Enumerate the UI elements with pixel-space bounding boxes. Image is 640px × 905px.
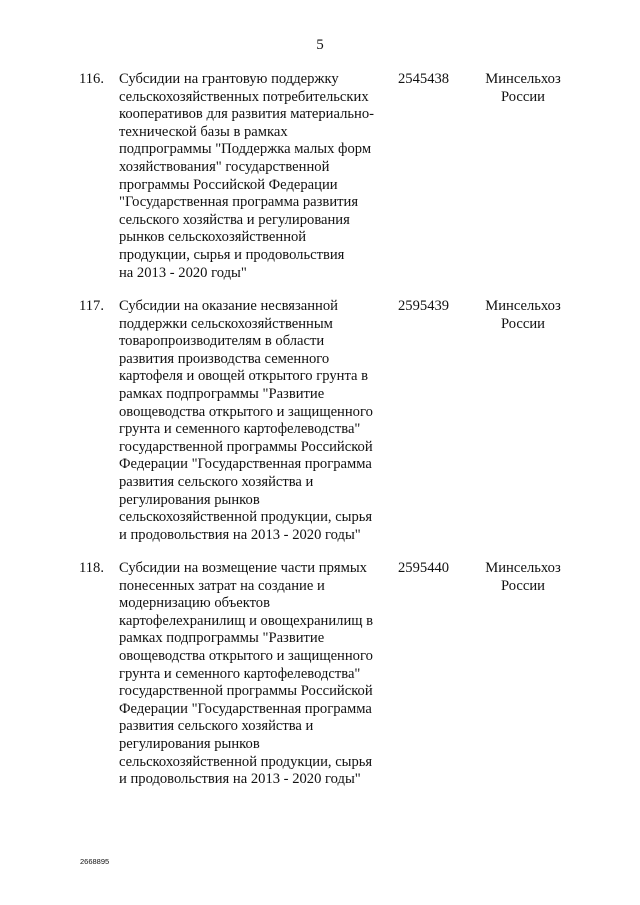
description-line: и продовольствия на 2013 - 2020 годы": [119, 771, 361, 788]
description-line: Субсидии на оказание несвязанной: [119, 298, 338, 314]
description-line: программы Российской Федерации: [119, 176, 338, 193]
entry-ministry: [465, 71, 581, 106]
ministry-line: Минсельхоз: [485, 71, 561, 87]
description-line: продукции, сырья и продовольствия: [119, 246, 345, 263]
description-line: овощеводства открытого и защищенного: [119, 403, 373, 420]
description-line: Федерации "Государственная программа: [119, 456, 372, 473]
description-line: государственной программы Российской: [119, 683, 373, 700]
description-line: технической базы в рамках: [119, 123, 288, 140]
description-line: рынков сельскохозяйственной: [119, 229, 307, 246]
description-line: кооперативов для развития материально-: [119, 106, 375, 123]
description-line: рамках подпрограммы "Развитие: [119, 385, 325, 402]
entry-code: 2545438: [398, 71, 450, 87]
description-line: рамках подпрограммы "Развитие: [119, 630, 325, 647]
page-number: 5: [316, 37, 324, 53]
entry-description: [119, 560, 399, 789]
description-line: регулирования рынков: [119, 735, 260, 752]
ministry-line: России: [501, 577, 545, 594]
entry-description: [119, 71, 399, 282]
description-line: товаропроизводителям в области: [119, 333, 325, 350]
entry-code: 2595440: [398, 560, 450, 576]
description-line: Субсидии на грантовую поддержку: [119, 71, 339, 87]
description-line: грунта и семенного картофелеводства": [119, 665, 361, 682]
ministry-line: России: [501, 315, 545, 332]
entry-number: 116.: [79, 71, 104, 87]
description-line: картофеля и овощей открытого грунта в: [119, 368, 369, 385]
description-line: регулирования рынков: [119, 491, 260, 508]
ministry-line: России: [501, 88, 545, 105]
description-line: Субсидии на возмещение части прямых: [119, 560, 367, 576]
description-line: картофелехранилищ и овощехранилищ в: [119, 612, 374, 629]
description-line: подпрограммы "Поддержка малых форм: [119, 141, 372, 158]
description-line: Федерации "Государственная программа: [119, 700, 372, 717]
entry-ministry: [465, 298, 581, 333]
description-line: грунта и семенного картофелеводства": [119, 421, 361, 438]
description-line: овощеводства открытого и защищенного: [119, 647, 373, 664]
entry-number: 118.: [79, 560, 104, 576]
description-line: государственной программы Российской: [119, 438, 373, 455]
description-line: и продовольствия на 2013 - 2020 годы": [119, 526, 361, 543]
description-line: хозяйствования" государственной: [119, 158, 330, 175]
ministry-line: Минсельхоз: [485, 560, 561, 576]
entry-description: [119, 298, 399, 544]
ministry-line: Минсельхоз: [485, 298, 561, 314]
description-line: развития сельского хозяйства и: [119, 718, 314, 735]
description-line: "Государственная программа развития: [119, 194, 359, 211]
entry-code: 2595439: [398, 298, 450, 314]
description-line: на 2013 - 2020 годы": [119, 264, 247, 281]
footer-document-code: 2668895: [80, 857, 110, 866]
entry-ministry: [465, 560, 581, 595]
description-line: сельскохозяйственной продукции, сырья: [119, 509, 373, 526]
description-line: понесенных затрат на создание и: [119, 577, 325, 594]
description-line: сельского хозяйства и регулирования: [119, 211, 350, 228]
description-line: развития производства семенного: [119, 350, 330, 367]
description-line: сельскохозяйственных потребительских: [119, 88, 369, 105]
description-line: модернизацию объектов: [119, 595, 270, 612]
description-line: поддержки сельскохозяйственным: [119, 315, 333, 332]
description-line: сельскохозяйственной продукции, сырья: [119, 753, 373, 770]
description-line: развития сельского хозяйства и: [119, 473, 314, 490]
entry-number: 117.: [79, 298, 104, 314]
